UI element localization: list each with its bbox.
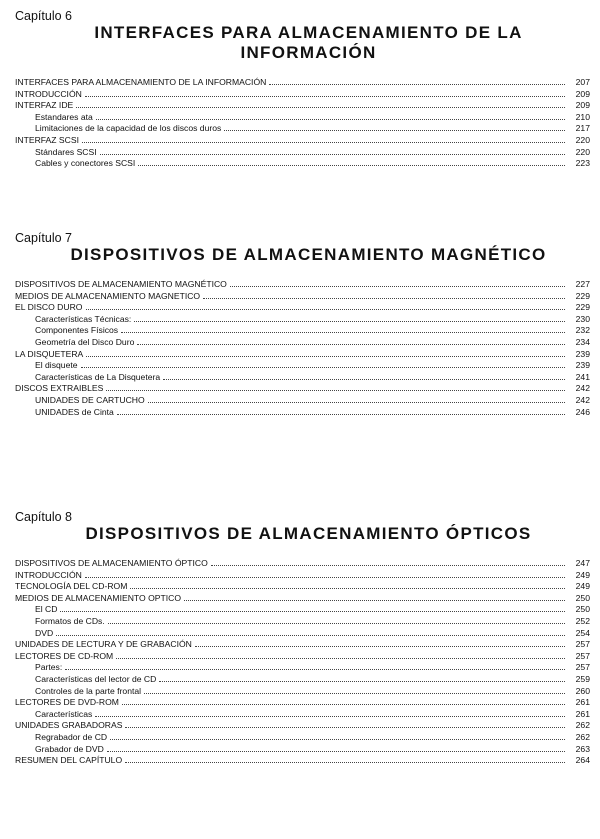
toc-page-number: 217 — [575, 123, 590, 134]
toc-entry[interactable] — [15, 325, 590, 337]
toc-entry[interactable] — [15, 686, 590, 698]
dot-leader — [184, 599, 565, 601]
dot-leader — [85, 576, 565, 578]
dot-leader — [148, 401, 565, 403]
toc-entry-title: El CD — [35, 604, 58, 615]
toc-entry-title: Regrabador de CD — [35, 731, 108, 742]
toc-entry[interactable] — [15, 558, 590, 570]
toc-entry[interactable] — [15, 383, 590, 395]
dot-leader — [121, 331, 565, 333]
toc-entry[interactable] — [15, 662, 590, 674]
toc-entry[interactable] — [15, 337, 590, 349]
toc-entry[interactable] — [15, 616, 590, 628]
toc-page-number: 220 — [575, 146, 590, 157]
toc-page-number: 252 — [575, 615, 590, 626]
toc-entry[interactable] — [15, 100, 590, 112]
dot-leader — [65, 668, 565, 670]
toc-entry-title: Características Técnicas: — [35, 313, 132, 324]
dot-leader — [163, 378, 565, 380]
toc-entry[interactable] — [15, 581, 590, 593]
toc-page-number: 210 — [575, 111, 590, 122]
toc-entry-title: EL DISCO DURO — [15, 302, 83, 313]
toc-entry-title: Estandares ata — [35, 111, 93, 122]
dot-leader — [159, 680, 565, 682]
dot-leader — [95, 715, 565, 717]
chapter-label: Capítulo 8 — [15, 510, 72, 524]
toc-page-number: 250 — [575, 592, 590, 603]
chapter-6 — [15, 9, 590, 170]
toc-page-number: 263 — [575, 743, 590, 754]
dot-leader — [86, 355, 565, 357]
toc-page-number: 254 — [575, 627, 590, 638]
toc-page-number: 220 — [575, 134, 590, 145]
dot-leader — [138, 164, 565, 166]
toc-entry-title: DVD — [35, 627, 54, 638]
dot-leader — [144, 692, 565, 694]
toc-entry[interactable] — [15, 697, 590, 709]
toc-entry-title: UNIDADES GRABADORAS — [15, 720, 123, 731]
toc-entry[interactable] — [15, 628, 590, 640]
toc-page-number: 207 — [575, 77, 590, 87]
toc-page-number: 262 — [575, 720, 590, 731]
toc-page-number: 264 — [575, 755, 590, 766]
toc-entry-title: UNIDADES DE CARTUCHO — [35, 394, 145, 405]
toc-entry-title: Características — [35, 708, 93, 719]
toc-page-number: 227 — [575, 279, 590, 289]
dot-leader — [116, 657, 565, 659]
toc-entry[interactable] — [15, 639, 590, 651]
toc-page-number: 242 — [575, 383, 590, 394]
toc-entry[interactable] — [15, 158, 590, 170]
dot-leader — [134, 320, 565, 322]
toc-entry[interactable] — [15, 279, 590, 291]
dot-leader — [230, 285, 565, 287]
toc-entry[interactable] — [15, 112, 590, 124]
toc-entry-title: UNIDADES de Cinta — [35, 406, 114, 417]
toc-entry[interactable] — [15, 360, 590, 372]
dot-leader — [82, 141, 565, 143]
toc-page-number: 239 — [575, 348, 590, 359]
toc-entry[interactable] — [15, 593, 590, 605]
toc-entry[interactable] — [15, 732, 590, 744]
dot-leader — [224, 129, 565, 131]
toc-entry-title: LECTORES DE DVD-ROM — [15, 697, 119, 708]
toc-page-number: 223 — [575, 158, 590, 169]
toc-page-number: 257 — [575, 662, 590, 673]
chapter-7 — [15, 231, 590, 418]
toc-entry[interactable] — [15, 372, 590, 384]
toc-page-number: 242 — [575, 394, 590, 405]
toc-entry[interactable] — [15, 570, 590, 582]
toc-page-number: 249 — [575, 569, 590, 580]
toc-list — [15, 279, 590, 418]
dot-leader — [122, 703, 565, 705]
toc-entry-title: Stándares SCSI — [35, 146, 97, 157]
dot-leader — [106, 389, 565, 391]
toc-entry[interactable] — [15, 755, 590, 767]
dot-leader — [137, 343, 565, 345]
toc-entry-title: Formatos de CDs. — [35, 615, 105, 626]
toc-entry-title: Partes: — [35, 662, 63, 673]
toc-entry-title: INTERFACES PARA ALMACENAMIENTO DE LA INFORMACIÓN — [15, 77, 267, 87]
toc-entry-title: Controles de la parte frontal — [35, 685, 142, 696]
toc-page-number: 247 — [575, 558, 590, 568]
toc-entry[interactable] — [15, 349, 590, 361]
dot-leader — [100, 153, 565, 155]
toc-page-number: 229 — [575, 290, 590, 301]
toc-entry[interactable] — [15, 709, 590, 721]
toc-page-number: 246 — [575, 406, 590, 417]
chapter-title: DISPOSITIVOS DE ALMACENAMIENTO MAGNÉTICO — [70, 245, 547, 264]
dot-leader — [110, 738, 565, 740]
toc-entry-title: LECTORES DE CD-ROM — [15, 650, 114, 661]
toc-entry-title: Limitaciones de la capacidad de los discos duros — [35, 123, 222, 134]
dot-leader — [81, 366, 565, 368]
toc-page-number: 230 — [575, 313, 590, 324]
toc-entry[interactable] — [15, 291, 590, 303]
toc-page-number: 257 — [575, 639, 590, 650]
dot-leader — [108, 622, 565, 624]
toc-entry-title: DISCOS EXTRAIBLES — [15, 383, 104, 394]
toc-page-number: 249 — [575, 581, 590, 592]
chapter-label: Capítulo 6 — [15, 9, 72, 23]
toc-entry-title: Componentes Físicos — [35, 325, 119, 336]
toc-page-number: 250 — [575, 604, 590, 615]
dot-leader — [117, 413, 565, 415]
toc-page-number: 262 — [575, 731, 590, 742]
toc-page-number: 209 — [575, 88, 590, 99]
chapter-title: INTERFACES PARA ALMACENAMIENTO DE LA INFORMACIÓN — [94, 23, 523, 62]
toc-entry-title: Cables y conectores SCSI — [35, 158, 136, 169]
toc-entry-title: INTERFAZ SCSI — [15, 134, 79, 145]
toc-entry[interactable] — [15, 720, 590, 732]
toc-page-number: 239 — [575, 360, 590, 371]
chapter-8 — [15, 510, 590, 767]
dot-leader — [269, 83, 565, 85]
toc-page-number: 209 — [575, 100, 590, 111]
toc-page-number: 229 — [575, 302, 590, 313]
toc-entry[interactable] — [15, 77, 590, 89]
dot-leader — [203, 297, 565, 299]
dot-leader — [60, 610, 565, 612]
toc-list — [15, 558, 590, 767]
dot-leader — [125, 761, 565, 763]
dot-leader — [107, 750, 565, 752]
toc-entry-title: DISPOSITIVOS DE ALMACENAMIENTO ÓPTICO — [15, 558, 208, 568]
toc-entry-title: UNIDADES DE LECTURA Y DE GRABACIÓN — [15, 639, 192, 650]
toc-entry-title: RESUMEN DEL CAPÍTULO — [15, 755, 123, 766]
chapter-label: Capítulo 7 — [15, 231, 72, 245]
toc-page-number: 259 — [575, 673, 590, 684]
toc-entry[interactable] — [15, 651, 590, 663]
toc-entry[interactable] — [15, 147, 590, 159]
toc-page-number: 261 — [575, 697, 590, 708]
toc-entry-title: Características del lector de CD — [35, 673, 157, 684]
dot-leader — [86, 308, 566, 310]
toc-entry-title: Geometría del Disco Duro — [35, 336, 135, 347]
toc-entry[interactable] — [15, 604, 590, 616]
toc-page-number: 260 — [575, 685, 590, 696]
toc-entry[interactable] — [15, 395, 590, 407]
toc-entry[interactable] — [15, 135, 590, 147]
toc-page-number: 232 — [575, 325, 590, 336]
dot-leader — [56, 634, 565, 636]
dot-leader — [96, 118, 565, 120]
toc-page-number: 234 — [575, 336, 590, 347]
toc-entry[interactable] — [15, 744, 590, 756]
dot-leader — [130, 587, 565, 589]
toc-entry-title: Características de La Disquetera — [35, 371, 161, 382]
toc-entry-title: El disquete — [35, 360, 78, 371]
chapter-title: DISPOSITIVOS DE ALMACENAMIENTO ÓPTICOS — [85, 524, 532, 543]
toc-entry[interactable] — [15, 123, 590, 135]
dot-leader — [125, 726, 565, 728]
toc-entry-title: INTERFAZ IDE — [15, 100, 74, 111]
dot-leader — [76, 106, 565, 108]
toc-entry[interactable] — [15, 302, 590, 314]
toc-entry-title: DISPOSITIVOS DE ALMACENAMIENTO MAGNÉTICO — [15, 279, 227, 289]
toc-entry-title: MEDIOS DE ALMACENAMIENTO MAGNETICO — [15, 290, 201, 301]
toc-entry-title: INTRODUCCIÓN — [15, 569, 82, 580]
toc-entry[interactable] — [15, 89, 590, 101]
toc-list — [15, 77, 590, 170]
dot-leader — [85, 95, 565, 97]
toc-entry[interactable] — [15, 314, 590, 326]
dot-leader — [211, 564, 565, 566]
toc-page-number: 241 — [575, 371, 590, 382]
toc-entry-title: TECNOLOGÍA DEL CD-ROM — [15, 581, 128, 592]
toc-page-number: 257 — [575, 650, 590, 661]
toc-entry[interactable] — [15, 407, 590, 419]
toc-entry-title: Grabador de DVD — [35, 743, 104, 754]
dot-leader — [195, 645, 565, 647]
toc-page-number: 261 — [575, 708, 590, 719]
toc-entry-title: LA DISQUETERA — [15, 348, 84, 359]
toc-entry-title: MEDIOS DE ALMACENAMIENTO OPTICO — [15, 592, 182, 603]
toc-entry-title: INTRODUCCIÓN — [15, 88, 82, 99]
toc-entry[interactable] — [15, 674, 590, 686]
